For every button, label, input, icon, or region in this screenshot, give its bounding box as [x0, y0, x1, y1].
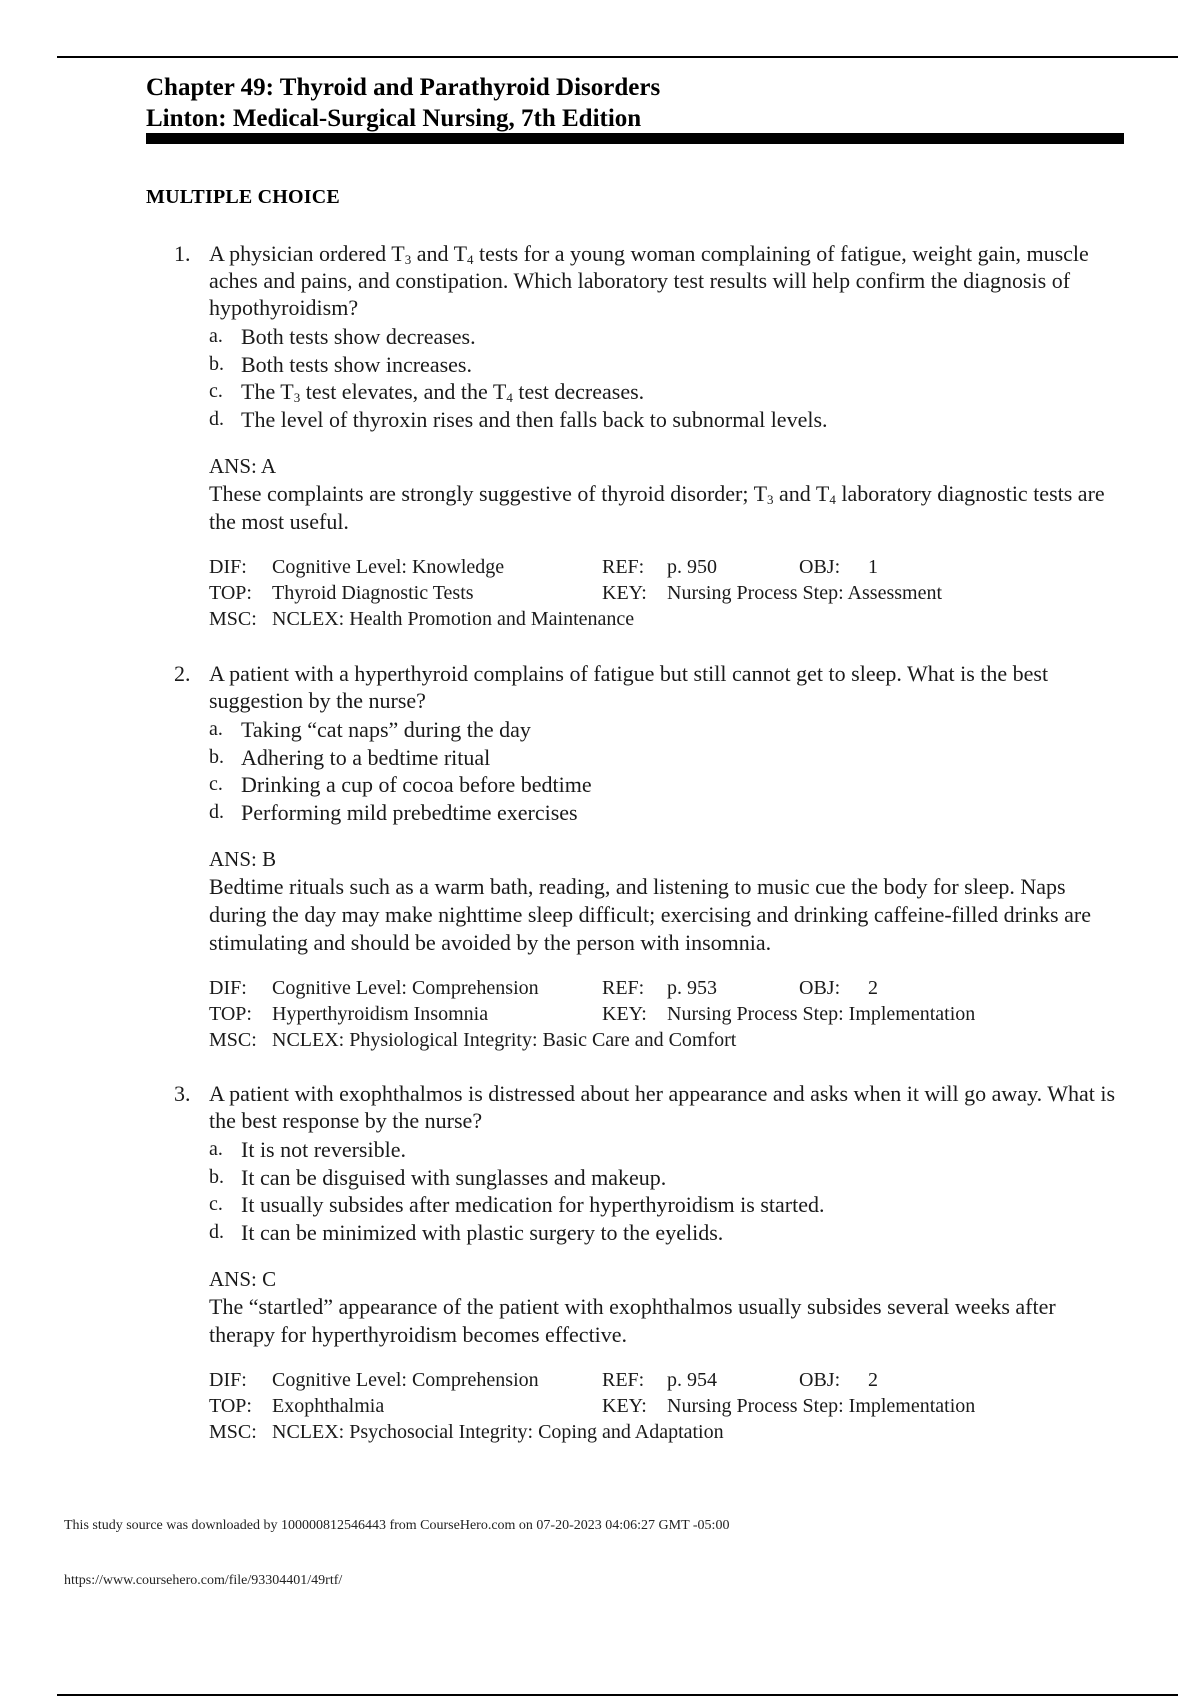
msc-label: MSC: [209, 608, 257, 630]
option-letter: c. [209, 1193, 223, 1215]
key-value: Nursing Process Step: Implementation [667, 1395, 976, 1417]
option-letter: d. [209, 1220, 224, 1243]
metadata-row [209, 1367, 1109, 1393]
question-text: A patient with a hyperthyroid complains of fatigue but still cannot get to sleep. What is the best suggestion by the nurse? [209, 661, 1049, 713]
option-text: Both tests show decreases. [241, 324, 476, 349]
key-value: Nursing Process Step: Implementation [667, 1003, 976, 1025]
answer-option [146, 351, 1126, 379]
dif-value: Cognitive Level: Knowledge [272, 556, 505, 578]
answer-option [146, 1219, 1126, 1247]
question-text: A physician ordered $T_3$ and $T_4$ tests for a young woman complaining of fatigue, weight gain, muscle aches and pains, and constipation. Which laboratory test results will help confirm the diagnosis of hypothyroidism? [209, 241, 1089, 320]
dif-label: DIF: [209, 556, 247, 578]
option-text: The level of thyroxin rises and then falls back to subnormal levels. [241, 406, 828, 432]
metadata-row [209, 1419, 1109, 1445]
question-text: A patient with exophthalmos is distressed about her appearance and asks when it will go away. What is the best response by the nurse? [209, 1081, 1116, 1133]
option-letter: a. [209, 1138, 223, 1160]
question-number: 3. [174, 1081, 191, 1106]
answer-options [146, 323, 1126, 433]
obj-label: OBJ: [799, 977, 841, 999]
metadata-row [209, 554, 1109, 580]
dif-value: Cognitive Level: Comprehension [272, 977, 539, 999]
subscript: 3 [293, 390, 301, 405]
option-letter: c. [209, 380, 223, 402]
question [146, 1080, 1126, 1445]
metadata-row [209, 975, 1109, 1001]
question-number: 2. [174, 661, 191, 686]
msc-label: MSC: [209, 1029, 257, 1051]
obj-label: OBJ: [799, 556, 841, 578]
option-letter: d. [209, 407, 224, 430]
ref-label: REF: [602, 1369, 645, 1391]
key-value: Nursing Process Step: Assessment [667, 582, 942, 604]
subscript: 3 [767, 492, 774, 507]
option-letter: d. [209, 800, 224, 823]
source-url: https://www.coursehero.com/file/93304401/49rtf/ [64, 1573, 343, 1588]
answer-key: ANS: B [209, 847, 277, 871]
answer-option [146, 744, 1126, 772]
top-value: Hyperthyroidism Insomnia [272, 1003, 489, 1025]
msc-value: NCLEX: Psychosocial Integrity: Coping and Adaptation [272, 1421, 724, 1443]
chapter-title: Chapter 49: Thyroid and Parathyroid Disorders [146, 74, 661, 101]
bottom-rule [57, 1694, 1178, 1696]
answer-option [146, 323, 1126, 351]
document-header [146, 72, 1124, 134]
option-text: The $T_3$ test elevates, and the $T_4$ test decreases. [241, 379, 645, 405]
answer-option [146, 716, 1126, 744]
answer-option [146, 378, 1126, 406]
ref-label: REF: [602, 977, 645, 999]
answer-option [146, 1164, 1126, 1192]
metadata-row [209, 1001, 1109, 1027]
question-stem [146, 660, 1126, 714]
option-text: It can be minimized with plastic surgery to the eyelids. [241, 1219, 724, 1245]
option-letter: b. [209, 352, 224, 375]
top-value: Thyroid Diagnostic Tests [272, 582, 474, 604]
dif-label: DIF: [209, 977, 247, 999]
option-text: Drinking a cup of cocoa before bedtime [241, 772, 592, 797]
key-label: KEY: [602, 582, 647, 604]
answer-options [146, 716, 1126, 826]
subscript: 3 [404, 252, 412, 267]
subscript: 4 [506, 390, 513, 405]
top-value: Exophthalmia [272, 1395, 385, 1417]
rationale: The “startled” appearance of the patient with exophthalmos usually subsides several weeks after therapy for hyperthyroidism becomes effective. [209, 1294, 1056, 1347]
answer-option [146, 771, 1126, 799]
top-label: TOP: [209, 582, 252, 604]
msc-value: NCLEX: Physiological Integrity: Basic Care and Comfort [272, 1029, 737, 1051]
option-text: Both tests show increases. [241, 351, 472, 377]
key-label: KEY: [602, 1003, 647, 1025]
subscript: 4 [829, 492, 836, 507]
answer-key: ANS: A [209, 454, 277, 478]
rationale: These complaints are strongly suggestive of thyroid disorder; $T_3$ and $T_4$ laboratory diagnostic tests are the most useful. [209, 481, 1105, 534]
question [146, 660, 1126, 1053]
ref-label: REF: [602, 556, 645, 578]
msc-label: MSC: [209, 1421, 257, 1443]
subscript: 4 [467, 252, 474, 267]
ref-value: p. 950 [667, 556, 717, 578]
metadata-row [209, 1393, 1109, 1419]
metadata-row [209, 580, 1109, 606]
answer-option [146, 406, 1126, 434]
option-text: It can be disguised with sunglasses and makeup. [241, 1164, 667, 1190]
rationale: Bedtime rituals such as a warm bath, reading, and listening to music cue the body for sleep. Naps during the day may make nighttime sleep difficult; exercising and drinking caffeine-filled drinks are stimulating and should be avoided by the person with insomnia. [209, 874, 1091, 955]
msc-value: NCLEX: Health Promotion and Maintenance [272, 608, 635, 630]
obj-label: OBJ: [799, 1369, 841, 1391]
answer-option [146, 1136, 1126, 1164]
answer-key: ANS: C [209, 1267, 277, 1291]
option-letter: c. [209, 773, 223, 795]
section-title: MULTIPLE CHOICE [146, 186, 340, 208]
ref-value: p. 954 [667, 1369, 717, 1391]
option-text: Adhering to a bedtime ritual [241, 744, 491, 770]
question-metadata [209, 1367, 1109, 1445]
option-text: Performing mild prebedtime exercises [241, 799, 578, 825]
metadata-row [209, 1027, 1109, 1053]
option-text: It is not reversible. [241, 1137, 406, 1162]
option-letter: b. [209, 745, 224, 768]
book-title: Linton: Medical-Surgical Nursing, 7th Edition [146, 105, 642, 132]
dif-label: DIF: [209, 1369, 247, 1391]
answer-option [146, 799, 1126, 827]
question-stem [146, 240, 1126, 321]
metadata-row [209, 606, 1109, 632]
answer-options [146, 1136, 1126, 1246]
option-letter: a. [209, 718, 223, 740]
question-stem [146, 1080, 1126, 1134]
question-metadata [209, 554, 1109, 632]
option-text: It usually subsides after medication for hyperthyroidism is started. [241, 1192, 825, 1217]
download-note: This study source was downloaded by 100000812546443 from CourseHero.com on 07-20-2023 04:06:27 GMT -05:00 [64, 1518, 730, 1533]
question-number: 1. [174, 241, 191, 266]
option-text: Taking “cat naps” during the day [241, 717, 531, 742]
question [146, 240, 1126, 632]
top-rule [57, 56, 1178, 58]
ref-value: p. 953 [667, 977, 717, 999]
key-label: KEY: [602, 1395, 647, 1417]
obj-value: 1 [868, 556, 878, 578]
header-underline-bar [146, 133, 1124, 144]
dif-value: Cognitive Level: Comprehension [272, 1369, 539, 1391]
option-letter: b. [209, 1165, 224, 1188]
top-label: TOP: [209, 1003, 252, 1025]
obj-value: 2 [868, 977, 878, 999]
question-metadata [209, 975, 1109, 1053]
option-letter: a. [209, 325, 223, 347]
obj-value: 2 [868, 1369, 878, 1391]
top-label: TOP: [209, 1395, 252, 1417]
answer-option [146, 1191, 1126, 1219]
